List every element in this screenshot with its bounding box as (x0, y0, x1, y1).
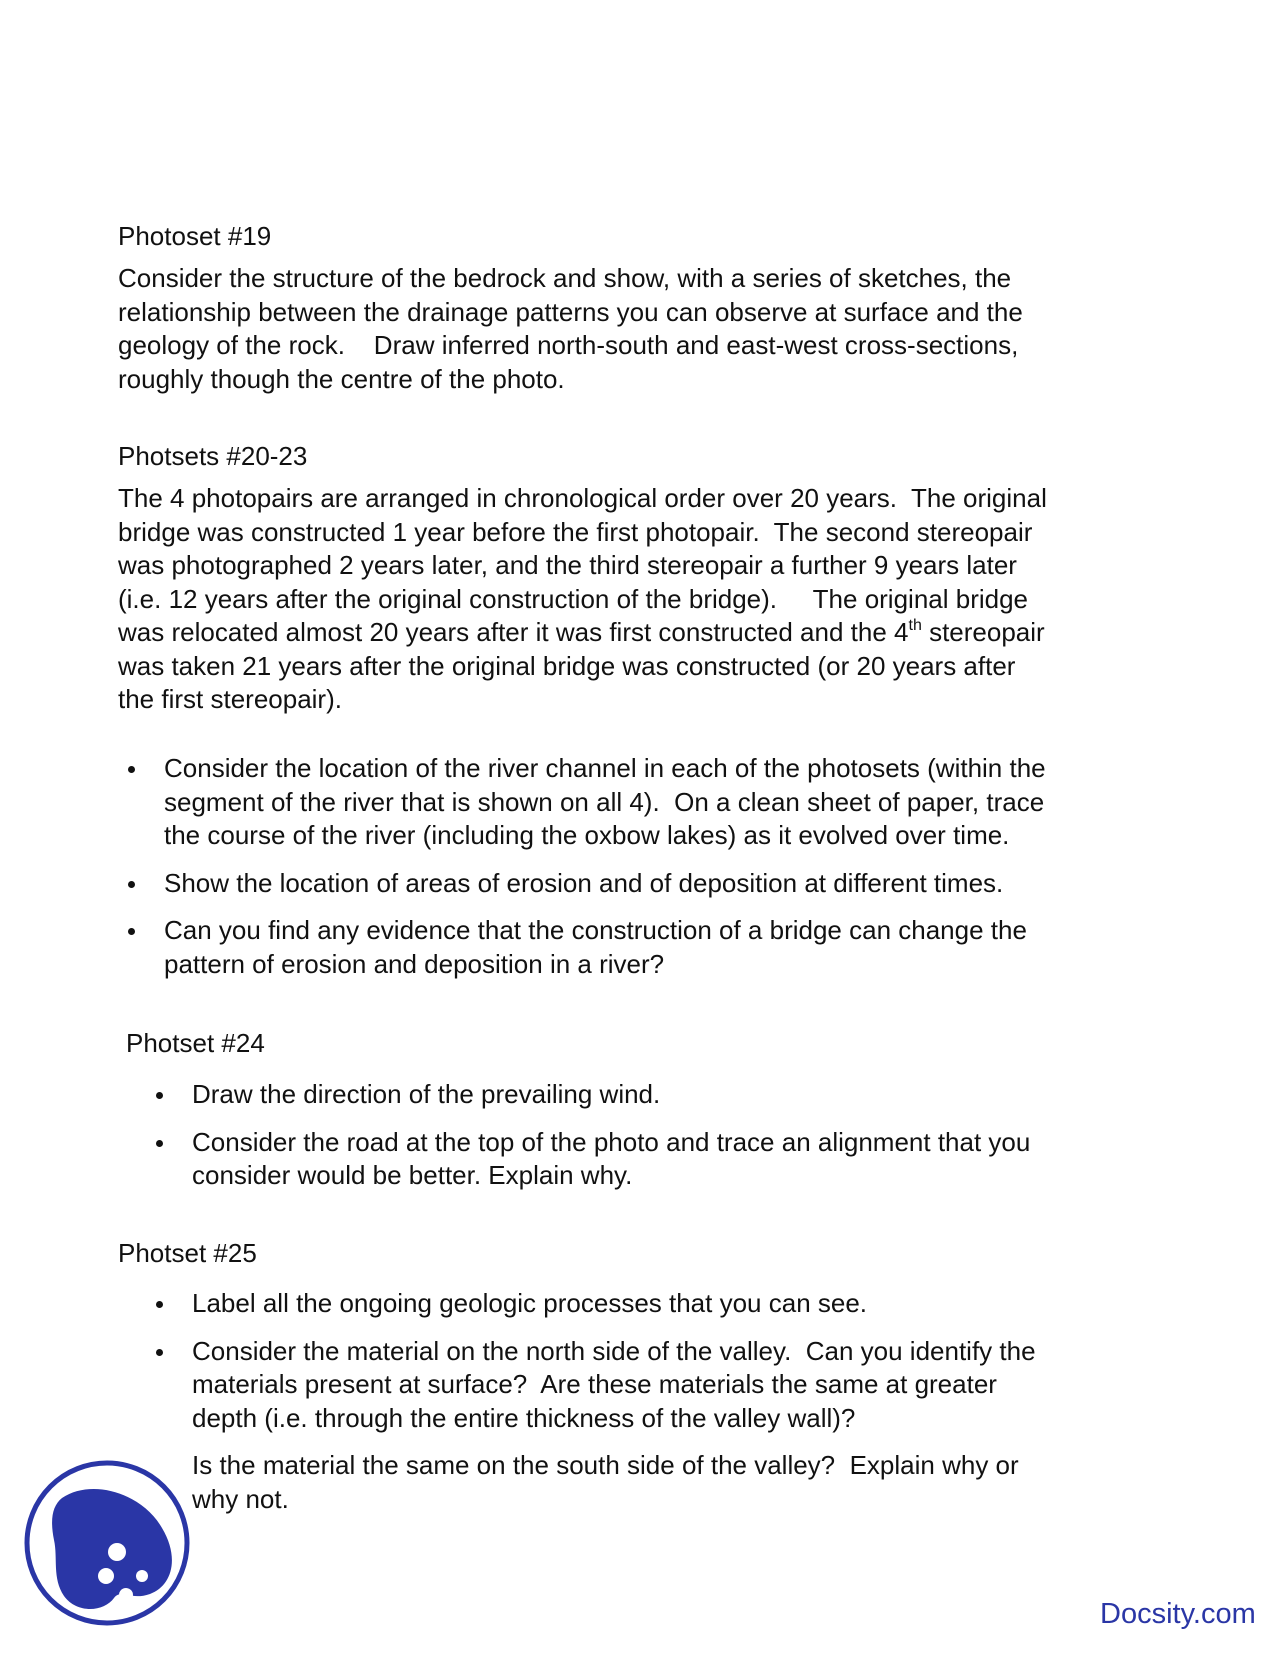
docsity-watermark-link[interactable]: Docsity.com (1100, 1598, 1256, 1630)
text-line (164, 786, 1169, 820)
text-line (118, 516, 1169, 550)
bullet-icon (128, 928, 135, 935)
bullet-icon (156, 1349, 163, 1356)
text-line (118, 583, 1169, 617)
text-line: Consider the structure of the bedrock and show, with a series of sketches, the (118, 263, 1012, 293)
bullet-icon (128, 766, 135, 773)
text-line (118, 650, 1169, 684)
text-line: the course of the river (including the oxbow lakes) as it evolved over time. (164, 820, 1010, 850)
heading-photoset-25: Photset #25 (118, 1238, 257, 1268)
text-line (192, 1126, 1169, 1160)
text-line: consider would be better. Explain why. (192, 1160, 633, 1190)
text-line: geology of the rock. Draw inferred north-south and east-west cross-sections, (118, 330, 1019, 360)
paragraph-photosets-20-23 (118, 482, 1169, 717)
bullet-icon (156, 1140, 163, 1147)
line-text: was photographed 2 years later, and the third stereopair a further 9 years later (118, 550, 1017, 580)
text-line: Label all the ongoing geologic processes that you can see. (192, 1288, 868, 1318)
text-line: relationship between the drainage patterns you can observe at surface and the (118, 296, 1023, 327)
line-text-part: was relocated almost 20 years after it was first constructed and the 4 (118, 617, 909, 647)
line-text: bridge was constructed 1 year before the first photopair. The second stereopair (118, 516, 1033, 547)
continuation-paragraph (192, 1449, 1169, 1516)
text-line: Show the location of areas of erosion and of deposition at different times. (164, 867, 1004, 898)
line-text: (i.e. 12 years after the original construction of the bridge). The original bridge (118, 583, 1029, 614)
line-text: Consider the road at the top of the photo and trace an alignment that you (192, 1126, 1031, 1157)
text-line: pattern of erosion and deposition in a river? (164, 948, 665, 979)
line-text: segment of the river that is shown on all 4). On a clean sheet of paper, trace (164, 786, 1045, 817)
heading-photoset-24: Photset #24 (126, 1028, 265, 1058)
line-text (118, 616, 1045, 650)
text-line (164, 752, 1169, 786)
text-line (192, 1335, 1169, 1369)
superscript-ordinal: th (908, 617, 922, 634)
line-text: The 4 photopairs are arranged in chronological order over 20 years. The original (118, 483, 1047, 513)
text-line: why not. (192, 1483, 289, 1514)
text-line: depth (i.e. through the entire thickness of the valley wall)? (192, 1402, 856, 1433)
bullet-list-photoset-24 (192, 1078, 1169, 1193)
text-line (192, 1449, 1169, 1483)
list-item (164, 867, 1169, 901)
heading-photosets-20-23: Photsets #20-23 (118, 441, 308, 471)
list-item (164, 752, 1169, 853)
text-line (192, 1368, 1169, 1402)
text-line: Draw the direction of the prevailing wind. (192, 1079, 661, 1109)
bullet-icon (128, 881, 135, 888)
text-line (118, 616, 1169, 650)
bullet-list-photoset-25 (192, 1287, 1169, 1516)
text-line (118, 482, 1169, 516)
paragraph-photoset-19 (118, 262, 1169, 396)
docsity-logo-icon (22, 1458, 192, 1628)
list-item (192, 1126, 1169, 1193)
bullet-icon (156, 1092, 163, 1099)
list-item (192, 1078, 1169, 1112)
line-text: Is the material the same on the south side of the valley? Explain why or (192, 1450, 1019, 1480)
line-text: Can you find any evidence that the construction of a bridge can change the (164, 915, 1027, 945)
line-text-part: stereopair (921, 617, 1045, 647)
list-item (164, 914, 1169, 981)
bullet-icon (156, 1301, 163, 1308)
text-line: roughly though the centre of the photo. (118, 363, 565, 394)
bullet-list-photosets-20-23 (164, 752, 1169, 981)
line-text: materials present at surface? Are these materials the same at greater (192, 1369, 997, 1399)
list-item (192, 1287, 1169, 1321)
text-line (118, 549, 1169, 583)
list-item (192, 1335, 1169, 1436)
text-line (164, 914, 1169, 948)
line-text: Consider the location of the river channel in each of the photosets (within the (164, 753, 1046, 783)
text-line: the first stereopair). (118, 684, 342, 714)
heading-photoset-19: Photoset #19 (118, 221, 272, 251)
line-text: Consider the material on the north side of the valley. Can you identify the (192, 1335, 1036, 1366)
line-text: was taken 21 years after the original bridge was constructed (or 20 years after (118, 650, 1016, 681)
